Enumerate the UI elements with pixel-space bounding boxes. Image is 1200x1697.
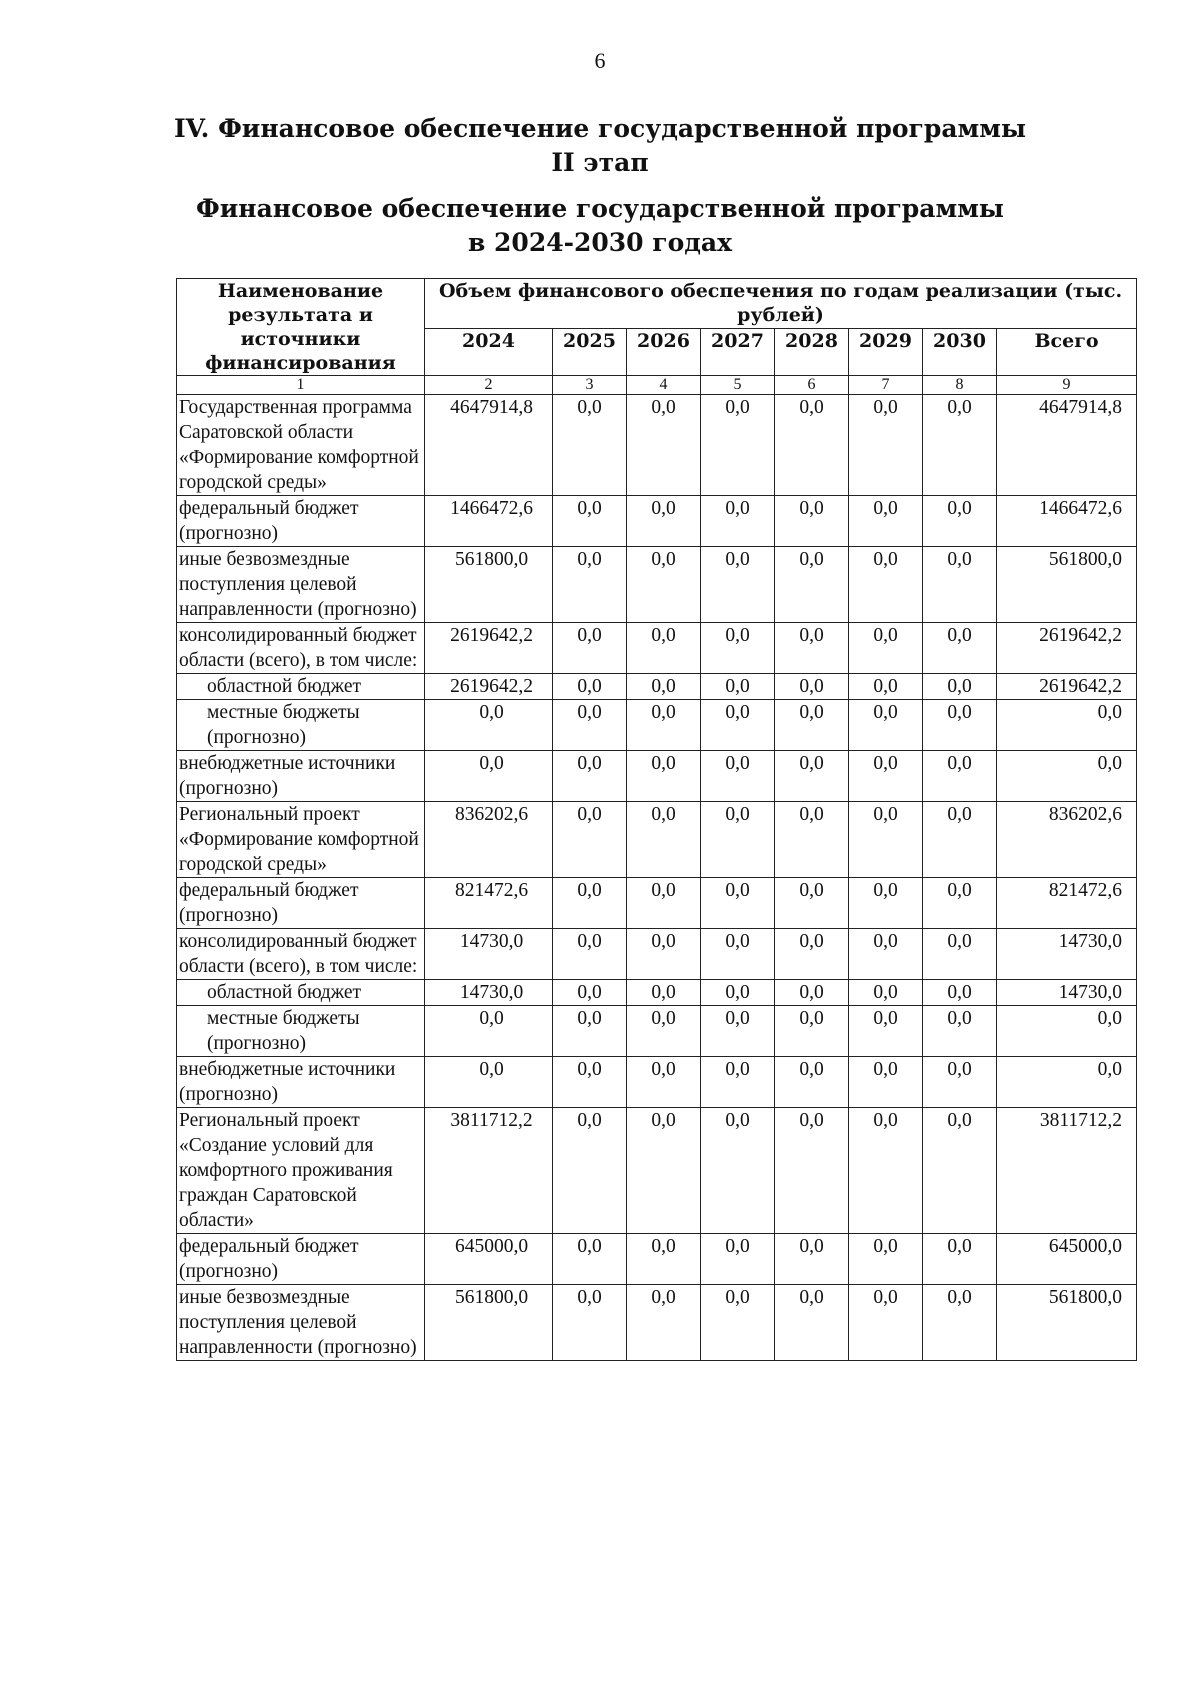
financing-table <box>176 278 1137 1361</box>
row-total-cell: 836202,6 <box>997 802 1137 878</box>
row-value-cell: 0,0 <box>775 547 849 623</box>
table-row <box>177 623 1137 674</box>
row-name-cell: иные безвозмездные поступления целевой направленности (прогнозно) <box>177 547 425 623</box>
row-name-cell: консолидированный бюджет области (всего), в том числе: <box>177 623 425 674</box>
table-row <box>177 395 1137 496</box>
row-value-cell: 14730,0 <box>425 929 553 980</box>
header-year-cell: 2029 <box>849 329 923 376</box>
row-value-cell: 0,0 <box>923 878 997 929</box>
table-row <box>177 1006 1137 1057</box>
table-row <box>177 547 1137 623</box>
row-value-cell: 0,0 <box>627 1057 701 1108</box>
row-value-cell: 0,0 <box>923 700 997 751</box>
row-value-cell: 0,0 <box>849 1108 923 1234</box>
header-name-cell: Наименование результата и источники финансирования <box>177 279 425 376</box>
row-value-cell: 0,0 <box>701 674 775 700</box>
row-name-cell: внебюджетные источники (прогнозно) <box>177 751 425 802</box>
row-name-cell: внебюджетные источники (прогнозно) <box>177 1057 425 1108</box>
row-value-cell: 0,0 <box>775 496 849 547</box>
row-value-cell: 0,0 <box>627 623 701 674</box>
row-value-cell: 0,0 <box>923 802 997 878</box>
row-value-cell: 0,0 <box>923 395 997 496</box>
header-year-cell: 2025 <box>553 329 627 376</box>
row-value-cell: 0,0 <box>849 929 923 980</box>
row-value-cell: 0,0 <box>923 496 997 547</box>
row-total-cell: 1466472,6 <box>997 496 1137 547</box>
table-row <box>177 700 1137 751</box>
row-value-cell: 0,0 <box>627 929 701 980</box>
row-name-cell: местные бюджеты (прогнозно) <box>177 700 425 751</box>
row-value-cell: 0,0 <box>849 496 923 547</box>
row-value-cell: 0,0 <box>775 802 849 878</box>
table-row <box>177 1234 1137 1285</box>
row-value-cell: 4647914,8 <box>425 395 553 496</box>
section-title-line1: IV. Финансовое обеспечение государственной программы <box>173 114 1027 143</box>
table-row <box>177 802 1137 878</box>
row-value-cell: 0,0 <box>553 802 627 878</box>
row-value-cell: 0,0 <box>627 395 701 496</box>
table-row <box>177 496 1137 547</box>
row-value-cell: 0,0 <box>775 623 849 674</box>
row-value-cell: 0,0 <box>627 496 701 547</box>
row-value-cell: 0,0 <box>425 1057 553 1108</box>
row-value-cell: 645000,0 <box>425 1234 553 1285</box>
row-value-cell: 1466472,6 <box>425 496 553 547</box>
column-number-cell: 2 <box>425 376 553 395</box>
row-value-cell: 0,0 <box>701 700 775 751</box>
row-value-cell: 0,0 <box>849 1057 923 1108</box>
column-number-cell: 7 <box>849 376 923 395</box>
column-number-cell: 3 <box>553 376 627 395</box>
row-name-cell: иные безвозмездные поступления целевой направленности (прогнозно) <box>177 1285 425 1361</box>
table-row <box>177 1285 1137 1361</box>
row-value-cell: 0,0 <box>627 878 701 929</box>
header-year-cell: 2028 <box>775 329 849 376</box>
table-row <box>177 878 1137 929</box>
row-value-cell: 0,0 <box>775 1006 849 1057</box>
row-value-cell: 0,0 <box>923 623 997 674</box>
row-name-cell: местные бюджеты (прогнозно) <box>177 1006 425 1057</box>
row-value-cell: 0,0 <box>627 980 701 1006</box>
column-number-cell: 8 <box>923 376 997 395</box>
row-value-cell: 0,0 <box>627 751 701 802</box>
table-title-line1: Финансовое обеспечение государственной программы <box>196 194 1004 223</box>
row-total-cell: 3811712,2 <box>997 1108 1137 1234</box>
row-name-cell: Государственная программа Саратовской области «Формирование комфортной городской среды» <box>177 395 425 496</box>
row-value-cell: 0,0 <box>553 395 627 496</box>
row-total-cell: 4647914,8 <box>997 395 1137 496</box>
row-value-cell: 0,0 <box>923 1234 997 1285</box>
table-row <box>177 980 1137 1006</box>
row-value-cell: 0,0 <box>775 878 849 929</box>
row-value-cell: 0,0 <box>425 751 553 802</box>
row-value-cell: 0,0 <box>553 547 627 623</box>
row-value-cell: 0,0 <box>701 1006 775 1057</box>
row-value-cell: 561800,0 <box>425 1285 553 1361</box>
row-value-cell: 0,0 <box>701 929 775 980</box>
row-value-cell: 0,0 <box>627 700 701 751</box>
row-value-cell: 0,0 <box>627 674 701 700</box>
row-total-cell: 2619642,2 <box>997 623 1137 674</box>
section-title-line2: II этап <box>551 148 649 177</box>
row-value-cell: 0,0 <box>849 802 923 878</box>
row-value-cell: 0,0 <box>553 623 627 674</box>
row-name-cell: федеральный бюджет (прогнозно) <box>177 1234 425 1285</box>
table-row <box>177 1057 1137 1108</box>
page-number: 6 <box>594 48 606 73</box>
row-value-cell: 0,0 <box>775 1234 849 1285</box>
row-value-cell: 0,0 <box>775 700 849 751</box>
row-value-cell: 0,0 <box>849 623 923 674</box>
row-total-cell: 14730,0 <box>997 980 1137 1006</box>
row-value-cell: 0,0 <box>553 751 627 802</box>
row-total-cell: 0,0 <box>997 751 1137 802</box>
row-value-cell: 0,0 <box>701 395 775 496</box>
row-value-cell: 2619642,2 <box>425 674 553 700</box>
row-value-cell: 0,0 <box>627 1108 701 1234</box>
row-value-cell: 0,0 <box>425 700 553 751</box>
row-value-cell: 3811712,2 <box>425 1108 553 1234</box>
row-total-cell: 0,0 <box>997 1057 1137 1108</box>
row-value-cell: 0,0 <box>775 674 849 700</box>
row-value-cell: 0,0 <box>923 751 997 802</box>
row-value-cell: 0,0 <box>923 1057 997 1108</box>
row-value-cell: 0,0 <box>701 1285 775 1361</box>
row-value-cell: 0,0 <box>701 802 775 878</box>
table-row <box>177 1108 1137 1234</box>
row-value-cell: 0,0 <box>627 1285 701 1361</box>
row-value-cell: 0,0 <box>553 929 627 980</box>
row-value-cell: 0,0 <box>775 1108 849 1234</box>
row-value-cell: 0,0 <box>775 395 849 496</box>
row-name-cell: Региональный проект «Формирование комфортной городской среды» <box>177 802 425 878</box>
row-name-cell: областной бюджет <box>177 674 425 700</box>
row-value-cell: 0,0 <box>701 496 775 547</box>
row-name-cell: областной бюджет <box>177 980 425 1006</box>
column-number-cell: 6 <box>775 376 849 395</box>
row-total-cell: 561800,0 <box>997 547 1137 623</box>
row-value-cell: 0,0 <box>627 802 701 878</box>
row-value-cell: 0,0 <box>627 1234 701 1285</box>
table-title-line2: в 2024-2030 годах <box>467 228 733 257</box>
row-value-cell: 0,0 <box>849 700 923 751</box>
row-value-cell: 0,0 <box>553 700 627 751</box>
row-value-cell: 0,0 <box>775 929 849 980</box>
header-year-cell: 2030 <box>923 329 997 376</box>
row-value-cell: 0,0 <box>701 623 775 674</box>
row-total-cell: 0,0 <box>997 700 1137 751</box>
column-number-cell: 5 <box>701 376 775 395</box>
table-row <box>177 929 1137 980</box>
row-value-cell: 0,0 <box>701 1057 775 1108</box>
header-row-top <box>177 279 1137 329</box>
row-value-cell: 0,0 <box>553 496 627 547</box>
row-name-cell: федеральный бюджет (прогнозно) <box>177 496 425 547</box>
row-total-cell: 645000,0 <box>997 1234 1137 1285</box>
row-value-cell: 0,0 <box>701 547 775 623</box>
row-value-cell: 0,0 <box>923 980 997 1006</box>
row-value-cell: 0,0 <box>701 878 775 929</box>
table-row <box>177 751 1137 802</box>
row-value-cell: 0,0 <box>849 751 923 802</box>
row-value-cell: 0,0 <box>775 1057 849 1108</box>
row-total-cell: 821472,6 <box>997 878 1137 929</box>
row-value-cell: 2619642,2 <box>425 623 553 674</box>
row-value-cell: 0,0 <box>701 1108 775 1234</box>
row-value-cell: 0,0 <box>553 980 627 1006</box>
column-numbers-row <box>177 376 1137 395</box>
section-title <box>0 112 1200 180</box>
row-value-cell: 0,0 <box>923 1108 997 1234</box>
row-value-cell: 0,0 <box>701 980 775 1006</box>
column-number-cell: 1 <box>177 376 425 395</box>
row-value-cell: 0,0 <box>627 547 701 623</box>
row-name-cell: федеральный бюджет (прогнозно) <box>177 878 425 929</box>
row-value-cell: 0,0 <box>923 1006 997 1057</box>
row-value-cell: 0,0 <box>775 751 849 802</box>
row-value-cell: 0,0 <box>849 980 923 1006</box>
row-value-cell: 561800,0 <box>425 547 553 623</box>
row-value-cell: 0,0 <box>923 547 997 623</box>
table-row <box>177 674 1137 700</box>
row-value-cell: 0,0 <box>553 1108 627 1234</box>
row-name-cell: Региональный проект «Создание условий для комфортного проживания граждан Саратовской области» <box>177 1108 425 1234</box>
row-value-cell: 0,0 <box>923 1285 997 1361</box>
row-value-cell: 0,0 <box>553 1006 627 1057</box>
row-value-cell: 0,0 <box>923 929 997 980</box>
header-volume-cell: Объем финансового обеспечения по годам реализации (тыс. рублей) <box>425 279 1137 329</box>
row-total-cell: 2619642,2 <box>997 674 1137 700</box>
row-value-cell: 0,0 <box>849 1234 923 1285</box>
row-value-cell: 0,0 <box>425 1006 553 1057</box>
row-value-cell: 0,0 <box>923 674 997 700</box>
header-year-cell: 2026 <box>627 329 701 376</box>
row-value-cell: 0,0 <box>849 1285 923 1361</box>
row-value-cell: 0,0 <box>775 980 849 1006</box>
header-year-cell: 2024 <box>425 329 553 376</box>
row-value-cell: 821472,6 <box>425 878 553 929</box>
row-value-cell: 0,0 <box>849 1006 923 1057</box>
row-value-cell: 0,0 <box>849 395 923 496</box>
row-total-cell: 561800,0 <box>997 1285 1137 1361</box>
row-value-cell: 0,0 <box>553 878 627 929</box>
row-total-cell: 0,0 <box>997 1006 1137 1057</box>
table-title <box>0 192 1200 260</box>
row-name-cell: консолидированный бюджет области (всего), в том числе: <box>177 929 425 980</box>
table-body <box>177 395 1137 1361</box>
row-value-cell: 0,0 <box>701 751 775 802</box>
row-value-cell: 14730,0 <box>425 980 553 1006</box>
row-value-cell: 0,0 <box>849 878 923 929</box>
row-value-cell: 0,0 <box>849 674 923 700</box>
row-value-cell: 0,0 <box>775 1285 849 1361</box>
row-value-cell: 0,0 <box>553 1234 627 1285</box>
row-value-cell: 0,0 <box>553 674 627 700</box>
row-value-cell: 0,0 <box>553 1285 627 1361</box>
row-value-cell: 0,0 <box>701 1234 775 1285</box>
row-value-cell: 0,0 <box>627 1006 701 1057</box>
header-year-cell: 2027 <box>701 329 775 376</box>
row-total-cell: 14730,0 <box>997 929 1137 980</box>
row-value-cell: 0,0 <box>849 547 923 623</box>
column-number-cell: 4 <box>627 376 701 395</box>
row-value-cell: 836202,6 <box>425 802 553 878</box>
header-year-cell: Всего <box>997 329 1137 376</box>
row-value-cell: 0,0 <box>553 1057 627 1108</box>
column-number-cell: 9 <box>997 376 1137 395</box>
